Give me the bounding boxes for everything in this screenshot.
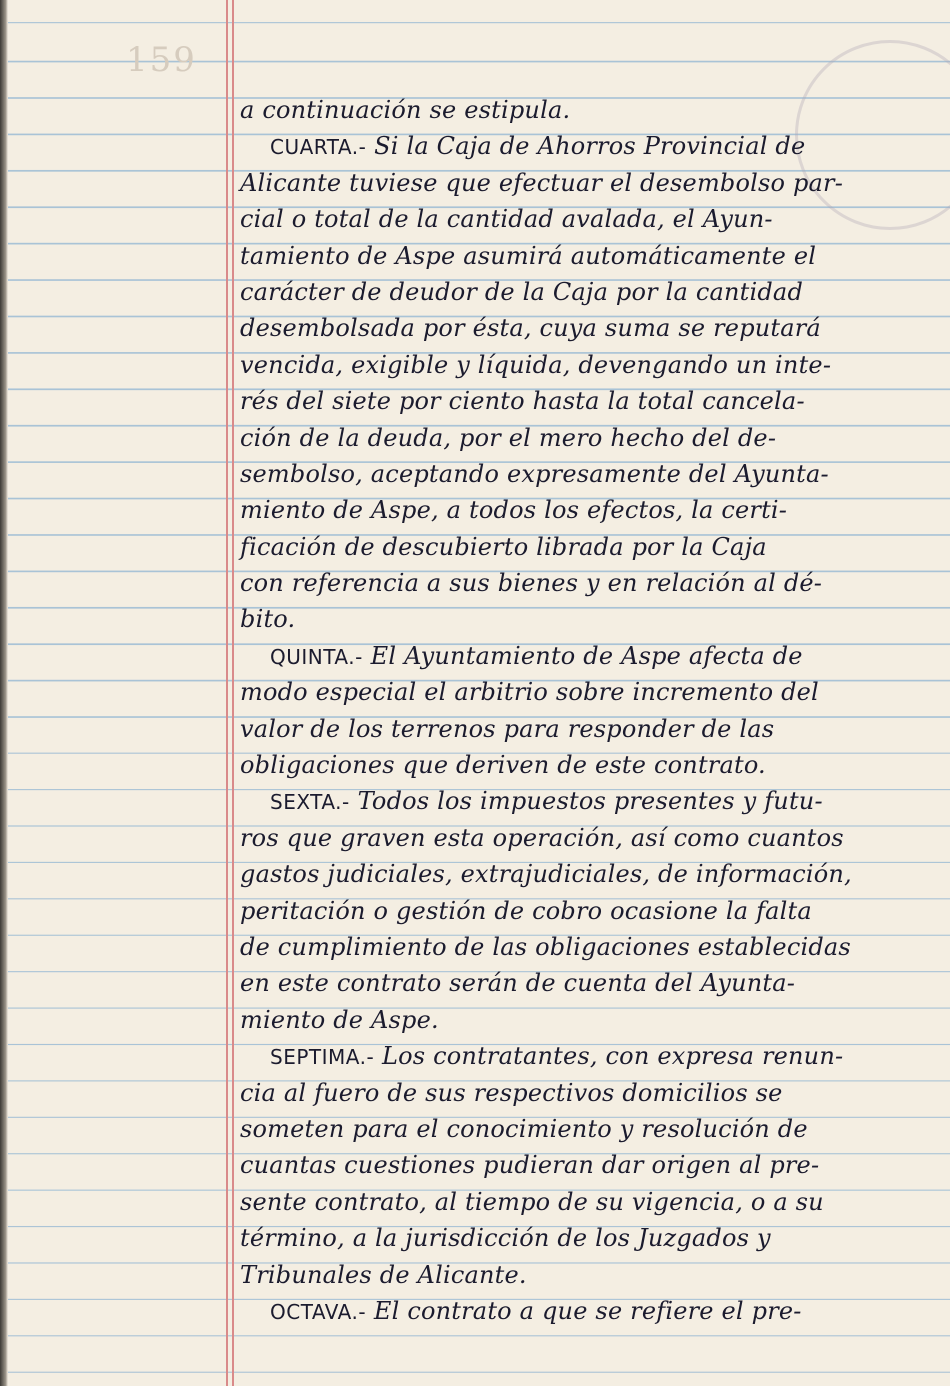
line-text: sembolso, aceptando expresamente del Ayunta- bbox=[240, 459, 829, 488]
line-text: vencida, exigible y líquida, devengando un inte- bbox=[240, 350, 832, 379]
line-text: carácter de deudor de la Caja por la cantidad bbox=[240, 277, 804, 306]
manuscript-line bbox=[240, 1111, 930, 1147]
manuscript-line bbox=[240, 929, 930, 965]
line-text: tamiento de Aspe asumirá automáticamente el bbox=[240, 241, 817, 270]
manuscript-line bbox=[240, 601, 930, 637]
manuscript-line bbox=[240, 1038, 930, 1074]
line-text: miento de Aspe. bbox=[240, 1005, 439, 1034]
margin-rule-left bbox=[226, 0, 228, 1386]
clause-heading: OCTAVA.- bbox=[270, 1299, 367, 1324]
manuscript-line bbox=[240, 1147, 930, 1183]
line-text: peritación o gestión de cobro ocasione la falta bbox=[240, 896, 812, 925]
manuscript-line bbox=[240, 420, 930, 456]
line-text: Todos los impuestos presentes y futu- bbox=[349, 787, 823, 816]
line-text: término, a la jurisdicción de los Juzgados y bbox=[240, 1224, 771, 1253]
handwritten-text-block bbox=[240, 92, 930, 1329]
line-text: bito. bbox=[240, 605, 296, 634]
line-text: modo especial el arbitrio sobre incremento del bbox=[240, 678, 819, 707]
manuscript-line bbox=[240, 965, 930, 1001]
manuscript-line bbox=[240, 674, 930, 710]
line-text: valor de los terrenos para responder de las bbox=[240, 714, 775, 743]
manuscript-line bbox=[240, 1002, 930, 1038]
manuscript-line bbox=[240, 238, 930, 274]
manuscript-line bbox=[240, 565, 930, 601]
page-number: 159 bbox=[126, 40, 197, 80]
line-text: El contrato a que se refiere el pre- bbox=[366, 1296, 802, 1325]
line-text: rés del siete por ciento hasta la total cancela- bbox=[240, 387, 805, 416]
manuscript-line bbox=[240, 820, 930, 856]
line-text: cia al fuero de sus respectivos domicilios se bbox=[240, 1078, 783, 1107]
line-text: cuantas cuestiones pudieran dar origen al pre- bbox=[240, 1151, 820, 1180]
manuscript-line bbox=[240, 492, 930, 528]
line-text: en este contrato serán de cuenta del Ayunta- bbox=[240, 969, 796, 998]
clause-heading: SEXTA.- bbox=[270, 790, 350, 815]
line-text: desembolsada por ésta, cuya suma se reputará bbox=[240, 314, 821, 343]
clause-heading: SEPTIMA.- bbox=[270, 1045, 375, 1070]
manuscript-line bbox=[240, 783, 930, 819]
line-text: ficación de descubierto librada por la Caja bbox=[240, 532, 767, 561]
line-text: de cumplimiento de las obligaciones establecidas bbox=[240, 932, 851, 961]
line-text: Tribunales de Alicante. bbox=[240, 1260, 527, 1289]
manuscript-line bbox=[240, 529, 930, 565]
manuscript-line bbox=[240, 128, 930, 164]
manuscript-line bbox=[240, 1075, 930, 1111]
manuscript-line bbox=[240, 310, 930, 346]
margin-rule-right bbox=[232, 0, 234, 1386]
manuscript-line bbox=[240, 856, 930, 892]
line-text: someten para el conocimiento y resolución de bbox=[240, 1114, 808, 1143]
line-text: Los contratantes, con expresa renun- bbox=[374, 1042, 844, 1071]
line-text: a continuación se estipula. bbox=[240, 96, 571, 124]
line-text: obligaciones que deriven de este contrato. bbox=[240, 751, 766, 780]
manuscript-line bbox=[240, 165, 930, 201]
line-text: ción de la deuda, por el mero hecho del de- bbox=[240, 423, 777, 452]
manuscript-line bbox=[240, 1257, 930, 1293]
line-text: ros que graven esta operación, así como cuantos bbox=[240, 823, 844, 852]
manuscript-line bbox=[240, 711, 930, 747]
line-text: Alicante tuviese que efectuar el desembolso par- bbox=[240, 168, 844, 197]
manuscript-line bbox=[240, 92, 930, 128]
manuscript-line bbox=[240, 1184, 930, 1220]
line-text: miento de Aspe, a todos los efectos, la certi- bbox=[240, 496, 788, 525]
clause-heading: QUINTA.- bbox=[270, 644, 363, 669]
manuscript-line bbox=[240, 274, 930, 310]
manuscript-line bbox=[240, 1220, 930, 1256]
manuscript-line bbox=[240, 347, 930, 383]
page-binding-edge bbox=[0, 0, 8, 1386]
line-text: El Ayuntamiento de Aspe afecta de bbox=[362, 641, 803, 670]
line-text: Si la Caja de Ahorros Provincial de bbox=[366, 132, 806, 161]
manuscript-line bbox=[240, 893, 930, 929]
manuscript-line bbox=[240, 456, 930, 492]
clause-heading: CUARTA.- bbox=[270, 135, 367, 160]
manuscript-line bbox=[240, 747, 930, 783]
line-text: con referencia a sus bienes y en relación al dé- bbox=[240, 569, 823, 598]
line-text: cial o total de la cantidad avalada, el Ayun- bbox=[240, 205, 773, 234]
manuscript-line bbox=[240, 383, 930, 419]
manuscript-line bbox=[240, 201, 930, 237]
line-text: gastos judiciales, extrajudiciales, de información, bbox=[240, 860, 852, 889]
line-text: sente contrato, al tiempo de su vigencia, o a su bbox=[240, 1187, 824, 1216]
manuscript-line bbox=[240, 1293, 930, 1329]
manuscript-line bbox=[240, 638, 930, 674]
